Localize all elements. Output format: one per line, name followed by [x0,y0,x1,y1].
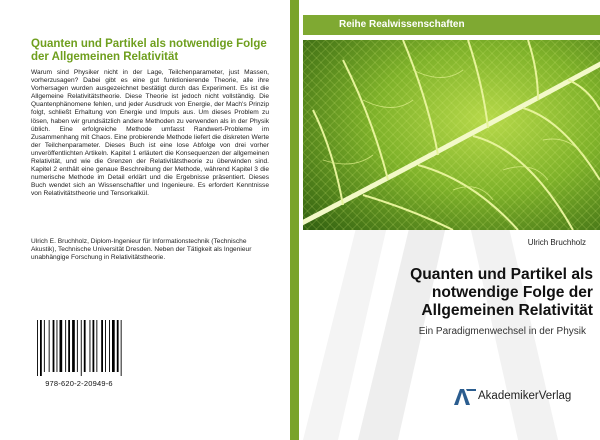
series-label: Reihe Realwissenschaften [339,19,465,30]
isbn-barcode [31,318,127,393]
book-spine [290,0,299,440]
front-cover-title: Quanten und Partikel als notwendige Folge der Allgemeinen Relativität [410,266,593,319]
leaf-photo [303,40,600,230]
front-cover-author: Ulrich Bruchholz [527,238,586,247]
back-cover-blurb: Warum sind Physiker nicht in der Lage, Teilchenparameter, just Massen, vorherzusagen? Dabei gibt es eine gut funktionierende Theorie, alle ihre Vorhersagen wurden ausgezeichnet bestätigt durch das Experiment. Es ist die Allgemeine Relativitätstheorie. Diese Theorie ist jedoch nicht vollständig. Die Quantenphänomene fehlen, und jeder Ausdruck von Energie, der Mach's Prinzip folgt, schließt Erhaltung von Energie und Impuls aus. Um dieses Problem zu lösen, haben wir grundsätzlich andere Methoden zu verwenden als in der Physik üblich. Eine erfolgreiche Methode umfasst Randwert-Probleme im Zusammenhang mit Chaos. Eine probierende Methode liefert die diskreten Werte der Teilchenparameter. Dieses Buch ist eine lose Abfolge von drei vorher unveröffentlichten Artikeln. Kapitel 1 erläutert die Konsequenzen der allgemeinen Relativität, und wie die Grenzen der Relativitätstheorie zu überwinden sind. Kapitel 2 enthält eine genaue Beschreibung der Methode, während Kapitel 3 die numerische Methode im Detail erklärt und die Ergebnisse präsentiert. Dieses Buch wendet sich an Wissenschaftler und Ingenieure. Es erfordert Kenntnisse von Relativitätstheorie und Tensorkalkül. [31,69,269,198]
barcode-icon [31,318,127,378]
publisher-name: AkademikerVerlag [478,390,572,402]
back-cover-title: Quanten und Partikel als notwendige Folge der Allgemeinen Relativität [31,38,267,63]
series-banner [303,15,600,35]
back-cover [0,0,290,440]
av-logo-icon [454,389,476,405]
publisher-logo [454,387,594,409]
front-cover [303,0,600,440]
author-biography: Ulrich E. Bruchholz, Diplom-Ingenieur für Informationstechnik (Technische Akustik), Technische Universität Dresden. Neben der Tätigkeit als Ingenieur unabhängige Forschung in Relativitätstheorie. [31,238,252,262]
front-cover-subtitle: Ein Paradigmenwechsel in der Physik [418,326,586,337]
isbn-number: 978-620-2-20949-6 [45,379,113,388]
